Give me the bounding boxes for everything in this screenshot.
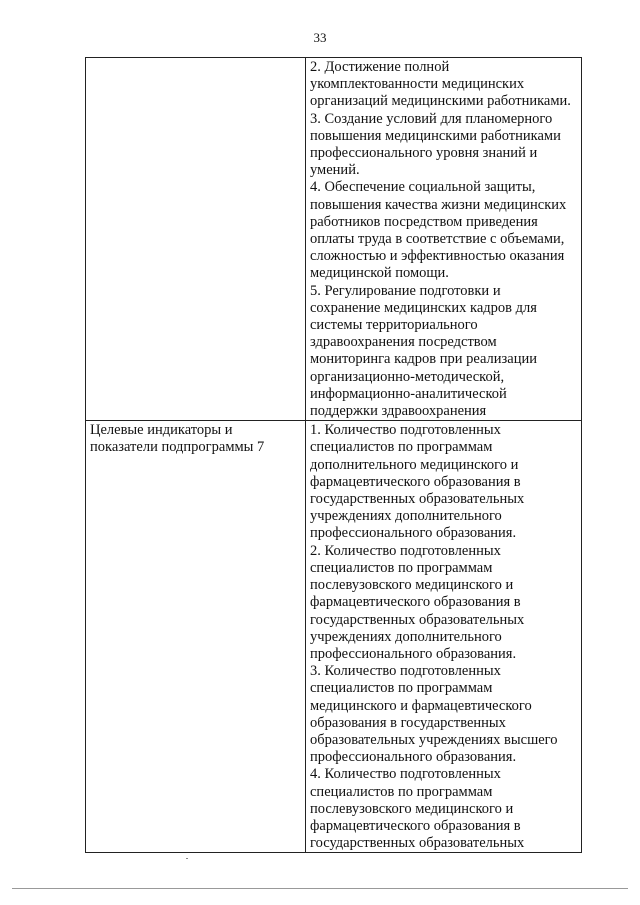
text-line: профессионального образования. [310, 645, 517, 662]
text-line: учреждениях дополнительного [310, 628, 502, 645]
text-line: умений. [310, 162, 360, 179]
text-line: специалистов по программам [310, 559, 493, 576]
text-line: Целевые индикаторы и [90, 422, 233, 439]
text-line: сохранение медицинских кадров для [310, 299, 537, 316]
text-line: специалистов по программам [310, 783, 493, 800]
text-line: послевузовского медицинского и [310, 577, 514, 594]
text-line: 3. Количество подготовленных [310, 663, 501, 680]
bottom-rule [12, 888, 628, 889]
text-line: показатели подпрограммы 7 [90, 439, 265, 456]
text-line: государственных образовательных [310, 611, 525, 628]
program-table [85, 57, 582, 853]
text-line: послевузовского медицинского и [310, 800, 514, 817]
row2-left-cell [86, 421, 306, 853]
table-row [86, 421, 582, 853]
text-line: медицинского и фармацевтического [310, 697, 532, 714]
text-line: фармацевтического образования в [310, 817, 521, 834]
text-line: 2. Количество подготовленных [310, 542, 501, 559]
text-line: информационно-аналитической [310, 385, 507, 402]
text-line: работников посредством приведения [310, 213, 538, 230]
text-line: 4. Количество подготовленных [310, 766, 501, 783]
text-line: дополнительного медицинского и [310, 456, 519, 473]
text-line: здравоохранения посредством [310, 334, 497, 351]
text-line: 5. Регулирование подготовки и [310, 282, 501, 299]
row1-right-cell [306, 58, 582, 421]
text-line: фармацевтического образования в [310, 473, 521, 490]
row1-left-cell [86, 58, 306, 421]
row2-right-cell [306, 421, 582, 853]
text-line: специалистов по программам [310, 439, 493, 456]
text-line: профессионального образования. [310, 525, 517, 542]
table-row [86, 58, 582, 421]
text-line: поддержки здравоохранения [310, 403, 487, 420]
text-line: государственных образовательных [310, 835, 525, 852]
text-line: образовательных учреждениях высшего [310, 731, 558, 748]
text-line: организационно-методической, [310, 368, 505, 385]
text-line: системы территориального [310, 317, 478, 334]
text-line: специалистов по программам [310, 680, 493, 697]
text-line: медицинской помощи. [310, 265, 449, 282]
text-line: 2. Достижение полной [310, 59, 450, 75]
text-line: учреждениях дополнительного [310, 508, 502, 525]
text-line: мониторинга кадров при реализации [310, 351, 537, 368]
text-line: 3. Создание условий для планомерного [310, 110, 553, 127]
text-line: организаций медицинскими работниками. [310, 93, 571, 110]
text-line: повышения качества жизни медицинских [310, 196, 567, 213]
text-line: 4. Обеспечение социальной защиты, [310, 179, 536, 196]
text-line: профессионального образования. [310, 749, 517, 766]
text-line: повышения медицинскими работниками [310, 127, 561, 144]
text-line: сложностью и эффективностью оказания [310, 248, 565, 265]
text-line: профессионального уровня знаний и [310, 145, 538, 162]
text-line: фармацевтического образования в [310, 594, 521, 611]
page-number: 33 [313, 30, 327, 45]
text-line: 1. Количество подготовленных [310, 422, 501, 439]
text-line: образования в государственных [310, 714, 506, 731]
text-line: укомплектованности медицинских [310, 76, 525, 93]
text-line: оплаты труда в соответствие с объемами, [310, 231, 565, 248]
scan-speck [186, 858, 188, 859]
text-line: государственных образовательных [310, 491, 525, 508]
